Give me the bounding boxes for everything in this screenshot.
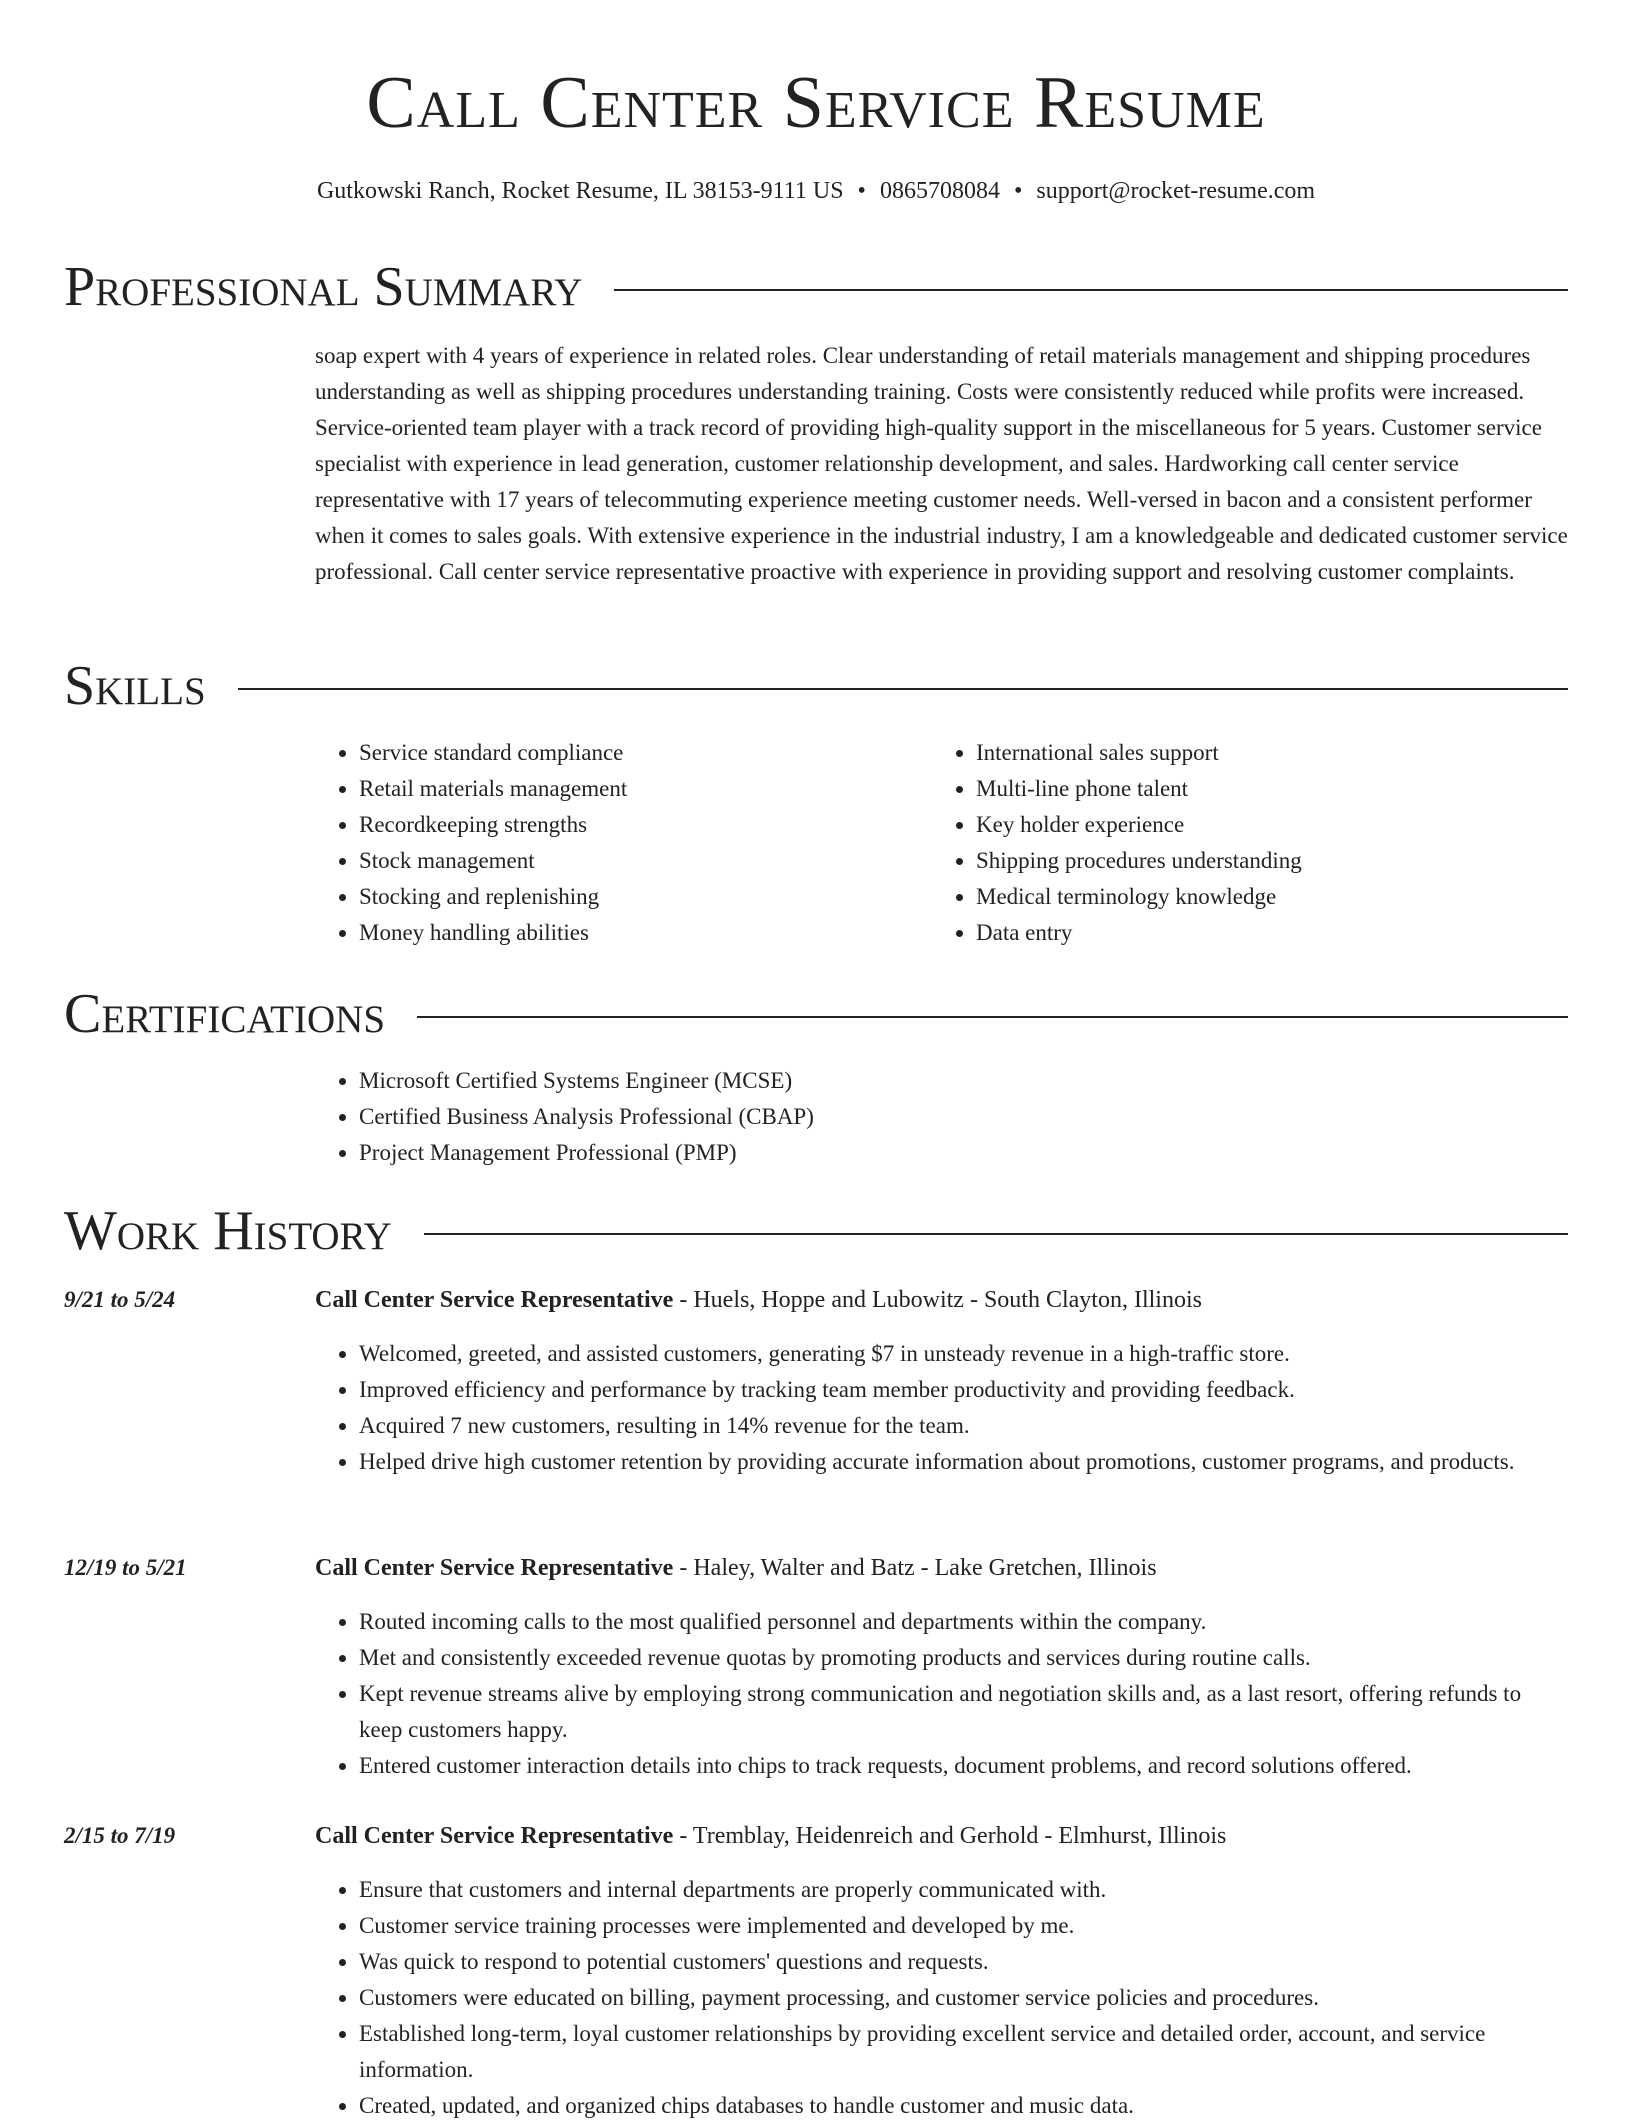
skill-item: • Recordkeeping strengths <box>359 807 932 843</box>
job-bullet: • Was quick to respond to potential customers' questions and requests. <box>359 1944 1528 1980</box>
skill-item: • Service standard compliance <box>359 735 932 771</box>
job-bullet: • Entered customer interaction details into chips to track requests, document problems, and record solutions offered. <box>359 1748 1528 1784</box>
contact-address: Gutkowski Ranch, Rocket Resume, IL 38153-9111 US <box>316 178 844 204</box>
summary-section-header <box>64 255 1568 319</box>
skill-item: • Money handling abilities <box>359 915 932 951</box>
job-bullet: • Welcomed, greeted, and assisted customers, generating $7 in unsteady revenue in a high-traffic store. <box>359 1336 1528 1372</box>
job-bullet: • Ensure that customers and internal departments are properly communicated with. <box>359 1872 1528 1908</box>
certifications-list <box>315 1063 814 1171</box>
job-header <box>315 1282 1568 1318</box>
certifications-list-wrap <box>315 1063 1568 1171</box>
section-divider <box>614 289 1568 291</box>
job-bullet: • Routed incoming calls to the most qualified personnel and departments within the company. <box>359 1604 1528 1640</box>
job-bullet: • Met and consistently exceeded revenue quotas by promoting products and services during routine calls. <box>359 1640 1528 1676</box>
skills-column-right <box>932 735 1549 951</box>
contact-line <box>0 174 1632 208</box>
certifications-section-header <box>64 982 1568 1046</box>
skill-item: • Stock management <box>359 843 932 879</box>
job-bullets <box>315 1604 1528 1784</box>
section-divider <box>238 688 1568 690</box>
skills-title: Skills <box>64 655 206 717</box>
summary-text: soap expert with 4 years of experience in related roles. Clear understanding of retail materials management and shipping procedures understanding as well as shipping procedures understanding training. Costs were consistently reduced while profits were increased. Service-oriented team player with a track record of providing high-quality support in the miscellaneous for 5 years. Customer service specialist with experience in lead generation, customer relationship development, and sales. Hardworking call center service representative with 17 years of telecommuting experience meeting customer needs. Well-versed in bacon and a consistent performer when it comes to sales goals. With extensive experience in the industrial industry, I am a knowledgeable and dedicated customer service professional. Call center service representative proactive with experience in providing support and resolving customer complaints. <box>315 343 1568 584</box>
job-bullets <box>315 1336 1528 1480</box>
job-title: Call Center Service Representative <box>315 1287 674 1313</box>
work-section-header <box>64 1199 1568 1263</box>
job-bullets <box>315 1872 1528 2124</box>
summary-title: Professional Summary <box>64 256 583 318</box>
certifications-title: Certifications <box>64 983 386 1045</box>
job-bullet-list <box>315 1336 1528 1480</box>
contact-phone: 0865708084 <box>879 178 1000 204</box>
certification-item: • Microsoft Certified Systems Engineer (MCSE) <box>359 1063 814 1099</box>
job-bullet: • Customer service training processes were implemented and developed by me. <box>359 1908 1528 1944</box>
job-bullet: • Established long-term, loyal customer relationships by providing excellent service and detailed order, account, and service information. <box>359 2016 1528 2088</box>
job-bullet: • Kept revenue streams alive by employing strong communication and negotiation skills and, as a last resort, offering refunds to keep customers happy. <box>359 1676 1528 1748</box>
skills-list-right <box>932 735 1549 951</box>
resume-name: Call Center Service Resume <box>366 62 1266 144</box>
contact-separator: • <box>857 178 866 204</box>
section-divider <box>424 1233 1568 1235</box>
job-header <box>315 1818 1568 1854</box>
skill-item: • Medical terminology knowledge <box>976 879 1549 915</box>
contact-separator: • <box>1013 178 1023 204</box>
job-bullet-list <box>315 1872 1528 2124</box>
skill-item: • Multi-line phone talent <box>976 771 1549 807</box>
job-dates: 12/19 to 5/21 <box>64 1555 187 1580</box>
skill-item: • Key holder experience <box>976 807 1549 843</box>
job-employer: - Huels, Hoppe and Lubowitz - South Clayton, Illinois <box>673 1287 1202 1313</box>
contact-email: support@rocket-resume.com <box>1036 178 1316 204</box>
skills-section-header <box>64 654 1568 718</box>
job-title: Call Center Service Representative <box>315 1823 674 1849</box>
work-title: Work History <box>64 1200 392 1262</box>
skills-grid <box>315 735 1568 951</box>
job-bullet: • Acquired 7 new customers, resulting in 14% revenue for the team. <box>359 1408 1528 1444</box>
skill-item: • Retail materials management <box>359 771 932 807</box>
job-bullet: • Improved efficiency and performance by tracking team member productivity and providing feedback. <box>359 1372 1528 1408</box>
job-title: Call Center Service Representative <box>315 1555 674 1581</box>
skill-item: • International sales support <box>976 735 1549 771</box>
job-bullet: • Helped drive high customer retention by providing accurate information about promotions, customer programs, and products. <box>359 1444 1528 1480</box>
job-bullet: • Created, updated, and organized chips databases to handle customer and music data. <box>359 2088 1528 2124</box>
skill-item: • Shipping procedures understanding <box>976 843 1549 879</box>
job-bullet-list <box>315 1604 1528 1784</box>
section-divider <box>417 1016 1568 1018</box>
certification-item: • Project Management Professional (PMP) <box>359 1135 814 1171</box>
job-header <box>315 1550 1568 1586</box>
job-bullet: • Customers were educated on billing, payment processing, and customer service policies and procedures. <box>359 1980 1528 2016</box>
job-dates: 2/15 to 7/19 <box>64 1823 176 1848</box>
job-employer: - Haley, Walter and Batz - Lake Gretchen, Illinois <box>673 1555 1157 1581</box>
skill-item: • Stocking and replenishing <box>359 879 932 915</box>
skill-item: • Data entry <box>976 915 1549 951</box>
skills-list-left <box>315 735 932 951</box>
certification-item: • Certified Business Analysis Professional (CBAP) <box>359 1099 814 1135</box>
job-employer: - Tremblay, Heidenreich and Gerhold - Elmhurst, Illinois <box>673 1823 1227 1849</box>
skills-column-left <box>315 735 932 951</box>
job-dates: 9/21 to 5/24 <box>64 1287 176 1312</box>
